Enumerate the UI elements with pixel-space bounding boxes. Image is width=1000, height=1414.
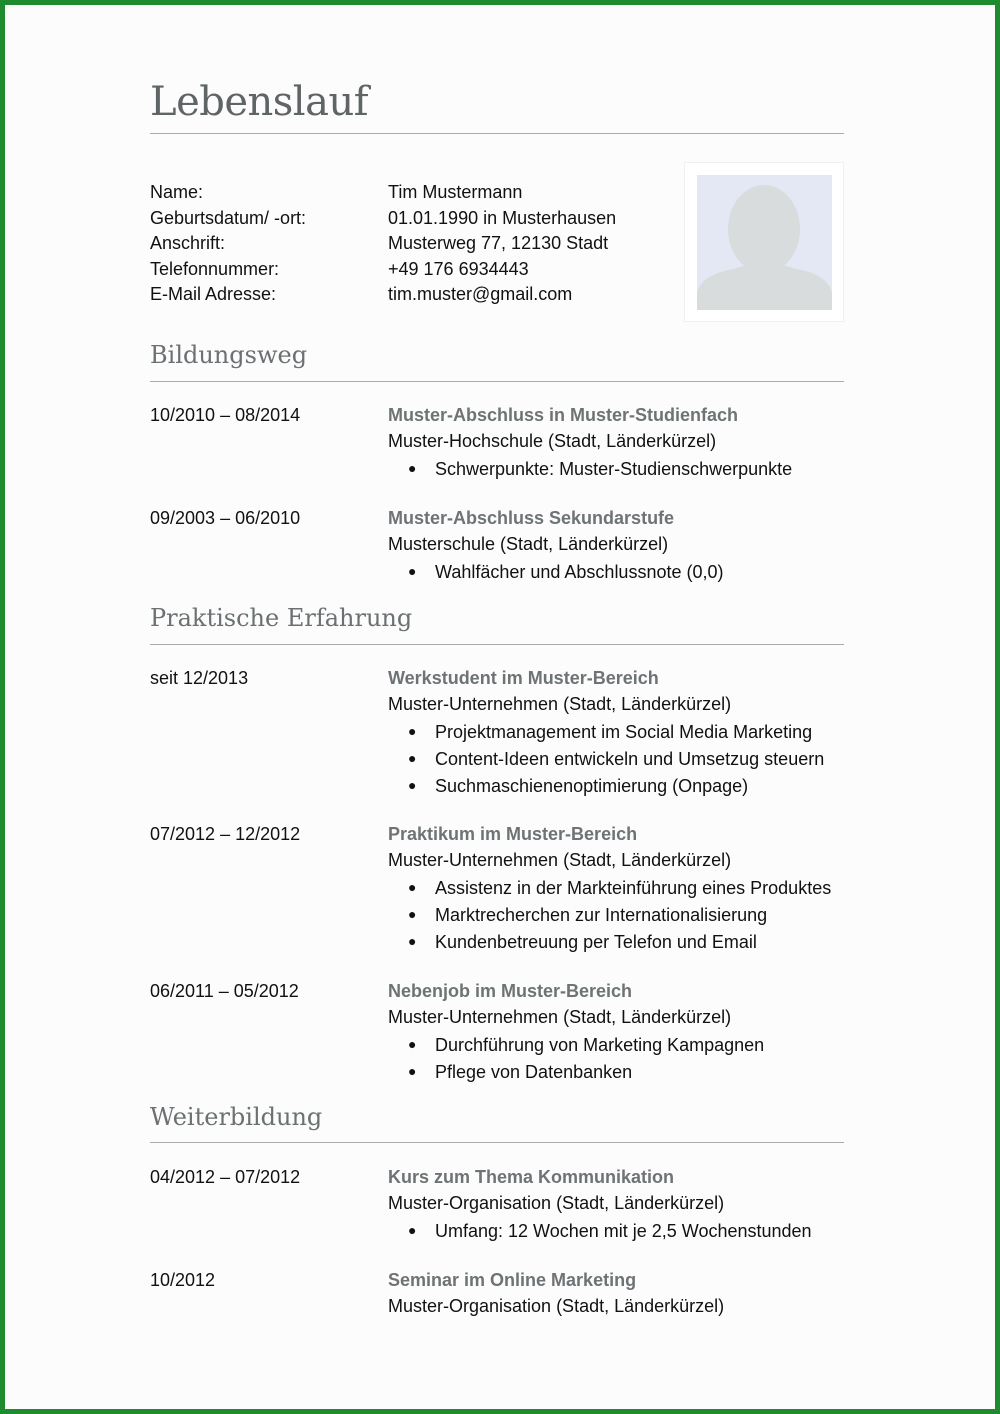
bullet-item [408, 903, 767, 926]
bullet-item [408, 720, 812, 743]
info-value-phone: +49 176 6934443 [388, 259, 529, 279]
bullet-item [408, 1219, 812, 1242]
entry-organization: Musterschule (Stadt, Länderkürzel) [388, 534, 669, 554]
entry-organization: Muster-Hochschule (Stadt, Länderkürzel) [388, 431, 717, 451]
bullet-text: Schwerpunkte: Muster-Studienschwerpunkte [435, 459, 793, 479]
profile-photo-frame [684, 162, 844, 322]
bullet-text: Content-Ideen entwickeln und Umsetzug steuern [435, 749, 825, 769]
bullet-text: Assistenz in der Markteinführung eines Produktes [435, 878, 832, 898]
section-title-experience: Praktische Erfahrung [150, 604, 413, 632]
page-title: Lebenslauf [150, 79, 369, 125]
bullet-text: Marktrecherchen zur Internationalisierung [435, 905, 768, 925]
bullet-item [408, 747, 824, 770]
bullet-text: Suchmaschienenoptimierung (Onpage) [435, 776, 749, 796]
bullet-dot-icon: ● [408, 1063, 417, 1079]
section-divider [150, 644, 844, 645]
bullet-item [408, 457, 792, 480]
entry-title: Werkstudent im Muster-Bereich [388, 668, 659, 688]
entry-organization: Muster-Organisation (Stadt, Länderkürzel) [388, 1193, 725, 1213]
bullet-item [408, 774, 748, 797]
bullet-dot-icon: ● [408, 933, 417, 949]
bullet-dot-icon: ● [408, 879, 417, 895]
info-value-email: tim.muster@gmail.com [388, 284, 573, 304]
entry-title: Praktikum im Muster-Bereich [388, 824, 638, 844]
bullet-dot-icon: ● [408, 750, 417, 766]
info-label-address: Anschrift: [150, 233, 226, 253]
bullet-text: Kundenbetreuung per Telefon und Email [435, 932, 757, 952]
info-label-name: Name: [150, 182, 204, 202]
bullet-text: Wahlfächer und Abschlussnote (0,0) [435, 562, 724, 582]
bullet-dot-icon: ● [408, 906, 417, 922]
entry-date: 10/2010 – 08/2014 [150, 405, 301, 425]
bullet-text: Projektmanagement im Social Media Marketing [435, 722, 813, 742]
entry-title: Muster-Abschluss in Muster-Studienfach [388, 405, 739, 425]
info-label-birth: Geburtsdatum/ -ort: [150, 208, 307, 228]
person-silhouette-icon [697, 175, 832, 310]
section-title-training: Weiterbildung [150, 1103, 323, 1131]
bullet-item [408, 876, 831, 899]
bullet-text: Umfang: 12 Wochen mit je 2,5 Wochenstunden [435, 1221, 812, 1241]
entry-title: Seminar im Online Marketing [388, 1270, 637, 1290]
entry-date: 10/2012 [150, 1270, 216, 1290]
bullet-dot-icon: ● [408, 723, 417, 739]
entry-organization: Muster-Organisation (Stadt, Länderkürzel) [388, 1296, 725, 1316]
entry-title: Nebenjob im Muster-Bereich [388, 981, 633, 1001]
entry-date: 04/2012 – 07/2012 [150, 1167, 301, 1187]
entry-date: seit 12/2013 [150, 668, 249, 688]
title-divider [150, 133, 844, 134]
bullet-dot-icon: ● [408, 460, 417, 476]
info-label-phone: Telefonnummer: [150, 259, 280, 279]
bullet-item [408, 1060, 632, 1083]
bullet-dot-icon: ● [408, 563, 417, 579]
bullet-text: Pflege von Datenbanken [435, 1062, 633, 1082]
bullet-item [408, 560, 724, 583]
section-divider [150, 1142, 844, 1143]
bullet-dot-icon: ● [408, 777, 417, 793]
info-value-birth: 01.01.1990 in Musterhausen [388, 208, 617, 228]
bullet-dot-icon: ● [408, 1036, 417, 1052]
section-divider [150, 381, 844, 382]
info-value-name: Tim Mustermann [388, 182, 523, 202]
entry-organization: Muster-Unternehmen (Stadt, Länderkürzel) [388, 850, 732, 870]
entry-date: 09/2003 – 06/2010 [150, 508, 301, 528]
entry-title: Muster-Abschluss Sekundarstufe [388, 508, 675, 528]
entry-date: 06/2011 – 05/2012 [150, 981, 299, 1001]
entry-title: Kurs zum Thema Kommunikation [388, 1167, 675, 1187]
entry-organization: Muster-Unternehmen (Stadt, Länderkürzel) [388, 1007, 732, 1027]
bullet-item [408, 930, 757, 953]
bullet-text: Durchführung von Marketing Kampagnen [435, 1035, 765, 1055]
info-value-address: Musterweg 77, 12130 Stadt [388, 233, 609, 253]
entry-date: 07/2012 – 12/2012 [150, 824, 301, 844]
entry-organization: Muster-Unternehmen (Stadt, Länderkürzel) [388, 694, 732, 714]
info-label-email: E-Mail Adresse: [150, 284, 277, 304]
bullet-item [408, 1033, 764, 1056]
section-title-education: Bildungsweg [150, 341, 308, 369]
bullet-dot-icon: ● [408, 1222, 417, 1238]
